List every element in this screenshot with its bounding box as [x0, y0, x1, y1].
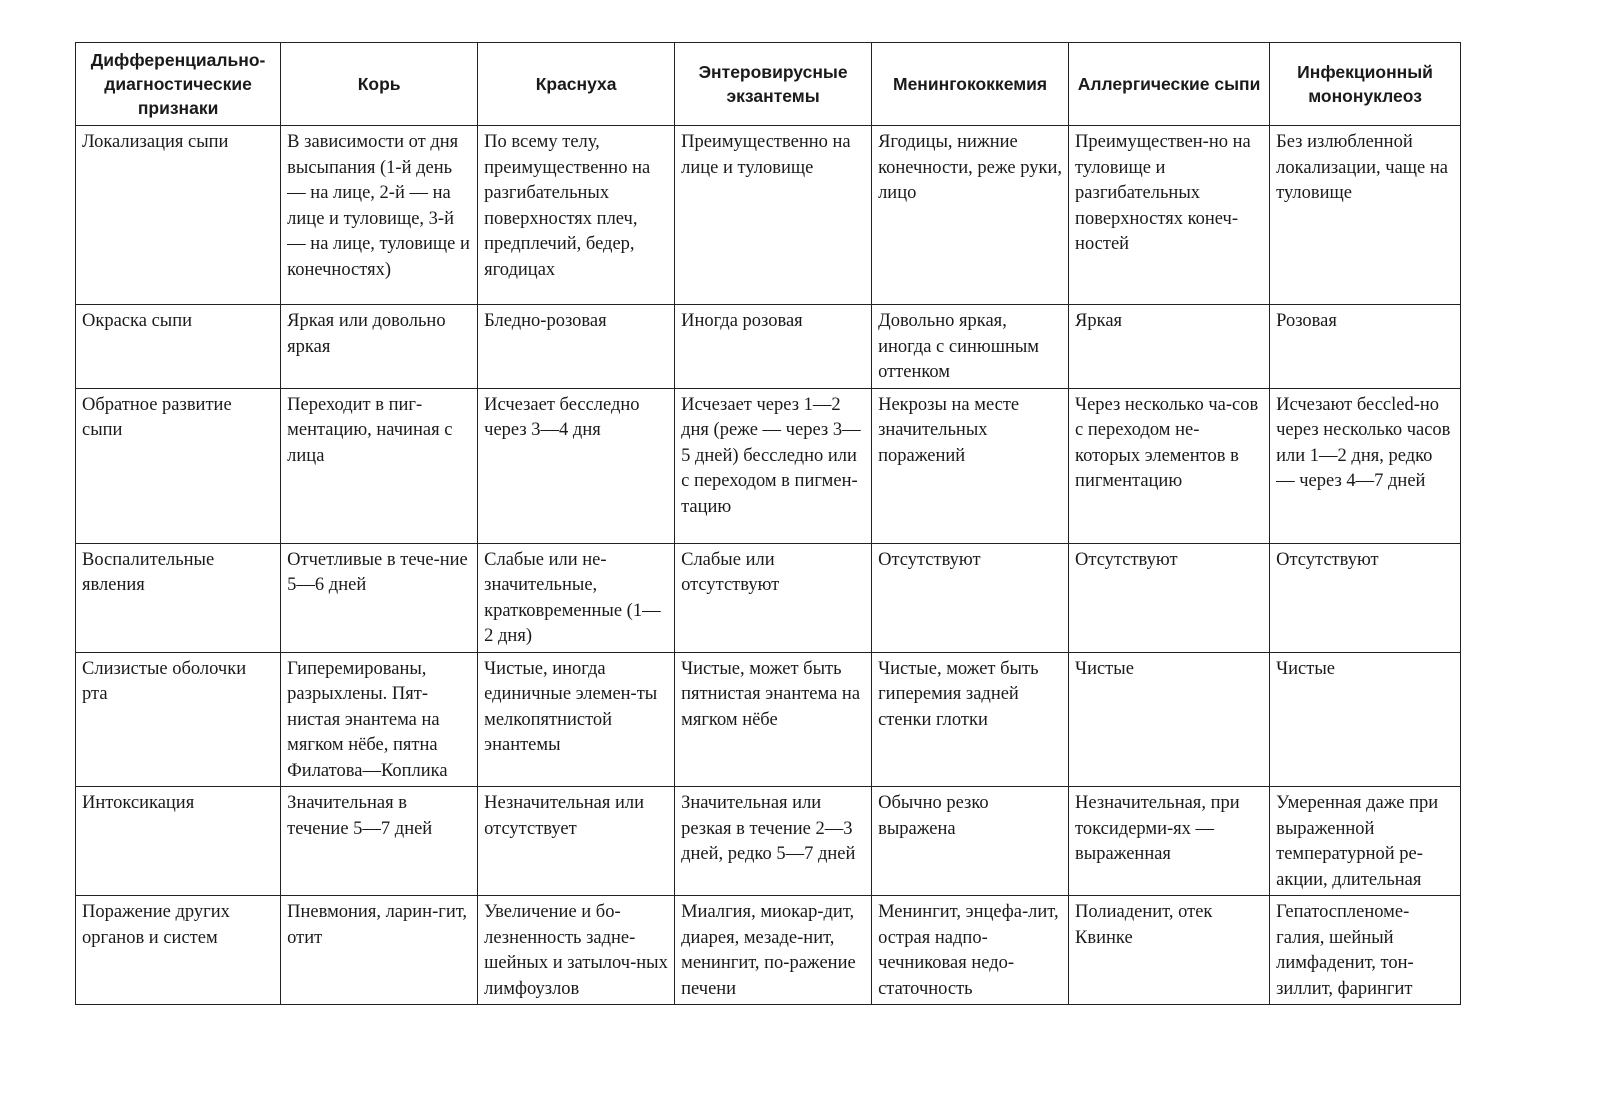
table-cell: Бледно-розовая [478, 305, 675, 389]
table-cell: Гепатоспленоме-галия, шейный лимфаденит, тон-зиллит, фарингит [1270, 896, 1461, 1005]
table-cell: Преимуществен-но на туловище и разгибательных поверхностях конеч-ностей [1069, 126, 1270, 305]
table-cell: Чистые [1069, 652, 1270, 787]
row-label: Локализация сыпи [76, 126, 281, 305]
table-cell: Чистые [1270, 652, 1461, 787]
table-cell: Некрозы на месте значительных поражений [872, 388, 1069, 543]
table-header-row [76, 43, 1461, 126]
table-cell: Незначительная, при токсидерми-ях — выраженная [1069, 787, 1270, 896]
table-cell: Отсутствуют [1069, 543, 1270, 652]
table-cell: Через несколько ча-сов с переходом не-которых элементов в пигментацию [1069, 388, 1270, 543]
table-cell: Менингит, энцефа-лит, острая надпо-чечниковая недо-статочность [872, 896, 1069, 1005]
table-cell: Преимущественно на лице и туловище [675, 126, 872, 305]
table-cell: Чистые, иногда единичные элемен-ты мелкопятнистой энантемы [478, 652, 675, 787]
table-cell: Отсутствуют [872, 543, 1069, 652]
table-cell: Обычно резко выражена [872, 787, 1069, 896]
table-cell: Исчезает через 1—2 дня (реже — через 3—5 дней) бесследно или с переходом в пигмен-тацию [675, 388, 872, 543]
table-row [76, 652, 1461, 787]
table-cell: Слабые или отсутствуют [675, 543, 872, 652]
table-cell: Миалгия, миокар-дит, диарея, мезаде-нит, менингит, по-ражение печени [675, 896, 872, 1005]
table-row [76, 787, 1461, 896]
header-enteroviral: Энтеровирусные экзантемы [675, 43, 872, 126]
table-cell: Переходит в пиг-ментацию, начиная с лица [281, 388, 478, 543]
row-label: Воспалительные явления [76, 543, 281, 652]
differential-diagnosis-table [75, 42, 1461, 1005]
header-criteria: Дифференциально-диагностические признаки [76, 43, 281, 126]
header-mononucleosis: Инфекционный мононуклеоз [1270, 43, 1461, 126]
header-rubella: Краснуха [478, 43, 675, 126]
table-cell: Незначительная или отсутствует [478, 787, 675, 896]
table-cell: По всему телу, преимущественно на разгибательных поверхностях плеч, предплечий, бедер, ягодицах [478, 126, 675, 305]
table-cell: Исчезают бессled-но через несколько часов или 1—2 дня, редко — через 4—7 дней [1270, 388, 1461, 543]
table-cell: Пневмония, ларин-гит, отит [281, 896, 478, 1005]
table-cell: Чистые, может быть гиперемия задней стенки глотки [872, 652, 1069, 787]
table-cell: Слабые или не-значительные, кратковременные (1—2 дня) [478, 543, 675, 652]
table-cell: Яркая или довольно яркая [281, 305, 478, 389]
table-row [76, 896, 1461, 1005]
table-row [76, 305, 1461, 389]
header-measles: Корь [281, 43, 478, 126]
table-cell: Увеличение и бо-лезненность задне-шейных и затылоч-ных лимфоузлов [478, 896, 675, 1005]
table-cell: Отчетливые в тече-ние 5—6 дней [281, 543, 478, 652]
table-cell: Иногда розовая [675, 305, 872, 389]
table-cell: Довольно яркая, иногда с синюшным оттенком [872, 305, 1069, 389]
table-cell: Исчезает бесследно через 3—4 дня [478, 388, 675, 543]
table-cell: Умеренная даже при выраженной температурной ре-акции, длительная [1270, 787, 1461, 896]
table-cell: Без излюбленной локализации, чаще на туловище [1270, 126, 1461, 305]
header-meningococcemia: Менингококкемия [872, 43, 1069, 126]
table-cell: Значительная в течение 5—7 дней [281, 787, 478, 896]
row-label: Слизистые оболочки рта [76, 652, 281, 787]
table-cell: Ягодицы, нижние конечности, реже руки, лицо [872, 126, 1069, 305]
table-cell: Розовая [1270, 305, 1461, 389]
table-row [76, 543, 1461, 652]
table-cell: Полиаденит, отек Квинке [1069, 896, 1270, 1005]
row-label: Обратное развитие сыпи [76, 388, 281, 543]
row-label: Поражение других органов и систем [76, 896, 281, 1005]
row-label: Окраска сыпи [76, 305, 281, 389]
table-cell: В зависимости от дня высыпания (1-й день — на лице, 2-й — на лице и туловище, 3-й — на лице, туловище и конечностях) [281, 126, 478, 305]
table-cell: Значительная или резкая в течение 2—3 дней, редко 5—7 дней [675, 787, 872, 896]
table-cell: Яркая [1069, 305, 1270, 389]
row-label: Интоксикация [76, 787, 281, 896]
table-row [76, 388, 1461, 543]
header-allergic: Аллергические сыпи [1069, 43, 1270, 126]
table-cell: Гиперемированы, разрыхлены. Пят-нистая энантема на мягком нёбе, пятна Филатова—Коплика [281, 652, 478, 787]
table-row [76, 126, 1461, 305]
table-cell: Отсутствуют [1270, 543, 1461, 652]
table-cell: Чистые, может быть пятнистая энантема на мягком нёбе [675, 652, 872, 787]
